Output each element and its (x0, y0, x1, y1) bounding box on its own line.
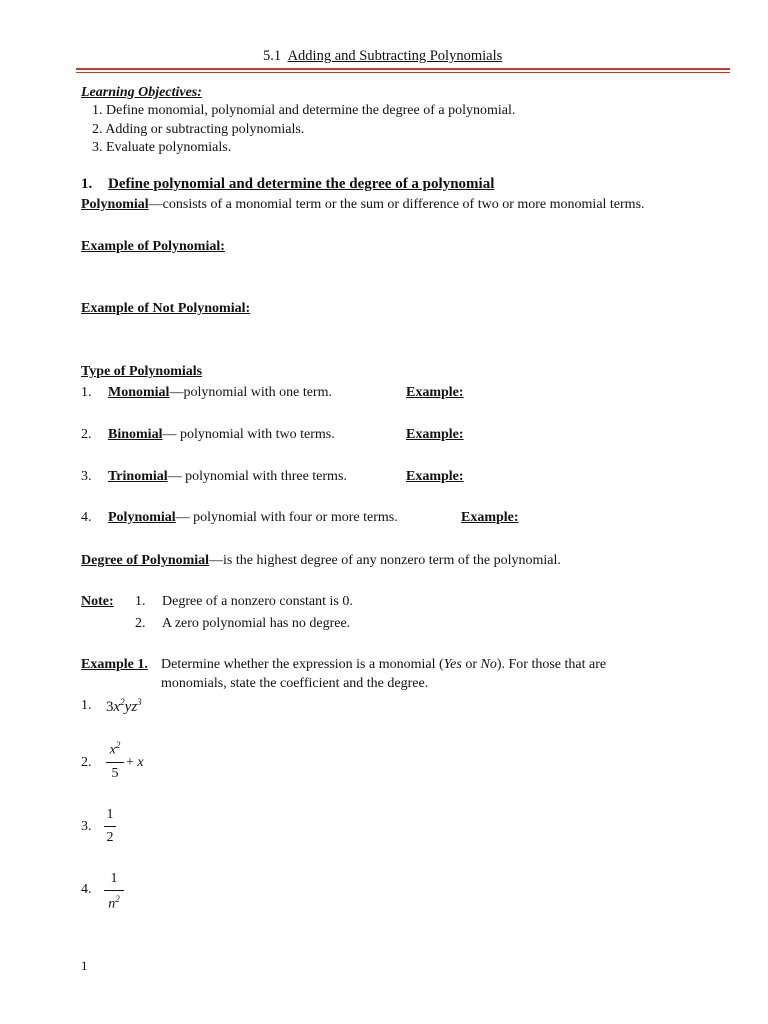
degree-definition (81, 553, 561, 569)
type-desc-polynomial (108, 510, 398, 526)
degree-term: Degree of Polynomial (81, 553, 210, 568)
problem-number: 1. (81, 698, 92, 713)
problem-number: 3. (81, 819, 92, 834)
note-text: A zero polynomial has no degree. (162, 616, 351, 631)
note-num: 2. (135, 616, 146, 631)
or-word: or (461, 657, 481, 672)
type-num: 1. (81, 385, 92, 400)
polynomial-term: Polynomial (81, 197, 149, 212)
problem-number: 2. (81, 755, 92, 770)
problem-2-plus-x: + x (126, 755, 144, 770)
problem-2-fraction: $x^2$ 5 (106, 740, 124, 782)
type-example-label: Example: (461, 510, 519, 525)
page-title (263, 48, 502, 65)
problem-4-fraction: 1 $n^2$ (104, 871, 124, 913)
example1-text: Determine whether the expression is a monomial ( (161, 657, 444, 672)
type-term: Trinomial (108, 469, 168, 484)
type-num: 2. (81, 427, 92, 442)
type-num: 3. (81, 469, 92, 484)
header-rule-top (76, 68, 730, 70)
type-desc: — polynomial with two terms. (162, 427, 335, 442)
type-item-binomial (81, 427, 92, 443)
polynomial-definition (81, 197, 645, 213)
section-number: 5.1 (263, 48, 282, 64)
type-example-label: Example: (406, 385, 464, 400)
type-desc: — polynomial with four or more terms. (175, 510, 398, 525)
section1-number: 1. (81, 176, 93, 192)
type-desc-binomial (108, 427, 335, 443)
note-label: Note: (81, 594, 114, 609)
type-example-label: Example: (406, 427, 464, 442)
problem-1-expression: $3x^2yz^3$ (106, 697, 142, 715)
title-text: Adding and Subtracting Polynomials (287, 48, 503, 64)
type-term: Monomial (108, 385, 170, 400)
no-word: No (480, 657, 497, 672)
type-desc: — polynomial with three terms. (167, 469, 347, 484)
section1-heading: Define polynomial and determine the degree of a polynomial (108, 176, 495, 192)
example1-instructions-line2: monomials, state the coefficient and the degree. (161, 676, 429, 691)
type-example-label: Example: (406, 469, 464, 484)
note-text: Degree of a nonzero constant is 0. (162, 594, 353, 609)
type-desc-trinomial (108, 469, 347, 485)
type-term: Polynomial (108, 510, 176, 525)
type-item-monomial (81, 385, 92, 401)
example1-instructions (161, 657, 606, 673)
type-item-trinomial (81, 469, 92, 485)
page-number: 1 (81, 958, 88, 973)
objective-item: 2. Adding or subtracting polynomials. (92, 122, 305, 137)
example1-label: Example 1. (81, 657, 148, 672)
objectives-heading: Learning Objectives: (81, 85, 202, 100)
problem-3-fraction: 1 2 (104, 807, 116, 846)
example-polynomial-label: Example of Polynomial: (81, 239, 225, 254)
example1-text: ). For those that are (496, 657, 607, 672)
objective-item: 1. Define monomial, polynomial and determine the degree of a polynomial. (92, 103, 516, 118)
types-heading: Type of Polynomials (81, 364, 203, 379)
yes-word: Yes (443, 657, 462, 672)
polynomial-definition-text: —consists of a monomial term or the sum or difference of two or more monomial terms. (148, 197, 645, 212)
type-desc: —polynomial with one term. (169, 385, 332, 400)
type-item-polynomial (81, 510, 92, 526)
type-num: 4. (81, 510, 92, 525)
header-rule-bottom (76, 72, 730, 73)
problem-number: 4. (81, 882, 92, 897)
note-num: 1. (135, 594, 146, 609)
degree-definition-text: —is the highest degree of any nonzero term of the polynomial. (209, 553, 561, 568)
objective-item: 3. Evaluate polynomials. (92, 140, 232, 155)
type-term: Binomial (108, 427, 163, 442)
type-desc-monomial (108, 385, 332, 401)
example-not-polynomial-label: Example of Not Polynomial: (81, 301, 251, 316)
